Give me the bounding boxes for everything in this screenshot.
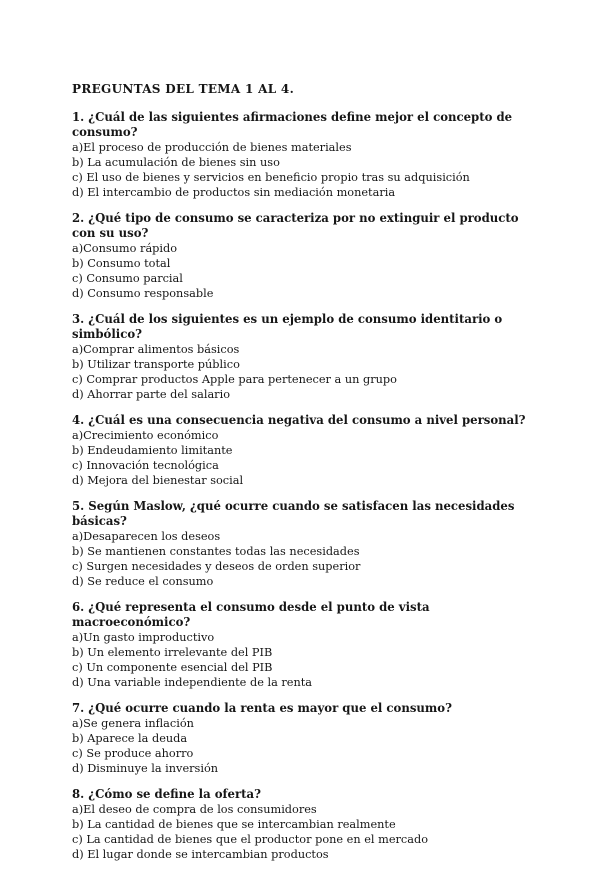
question-option: a)El proceso de producción de bienes materiales: [72, 141, 352, 154]
question-heading: 6. ¿Qué representa el consumo desde el punto de vista macroeconómico?: [72, 600, 430, 629]
question-7: [72, 701, 534, 776]
question-8: [72, 787, 534, 862]
question-option: b) La cantidad de bienes que se intercambian realmente: [72, 818, 396, 831]
question-5: [72, 499, 534, 589]
question-option: a)Se genera inflación: [72, 717, 194, 730]
question-option: a)Comprar alimentos básicos: [72, 343, 240, 356]
question-option: d) El lugar donde se intercambian productos: [72, 848, 329, 861]
question-option: c) Surgen necesidades y deseos de orden superior: [72, 560, 361, 573]
question-1: [72, 110, 534, 200]
question-heading: 8. ¿Cómo se define la oferta?: [72, 787, 261, 801]
question-option: d) Se reduce el consumo: [72, 575, 214, 588]
question-option: a)El deseo de compra de los consumidores: [72, 803, 317, 816]
question-option: b) Un elemento irrelevante del PIB: [72, 646, 273, 659]
question-option: b) Aparece la deuda: [72, 732, 188, 745]
page-title: PREGUNTAS DEL TEMA 1 AL 4.: [72, 82, 295, 96]
question-option: c) El uso de bienes y servicios en beneficio propio tras su adquisición: [72, 171, 470, 184]
question-option: c) La cantidad de bienes que el productor pone en el mercado: [72, 833, 429, 846]
question-option: b) Endeudamiento limitante: [72, 444, 233, 457]
question-option: c) Se produce ahorro: [72, 747, 194, 760]
question-heading: 7. ¿Qué ocurre cuando la renta es mayor que el consumo?: [72, 701, 452, 715]
question-option: d) Ahorrar parte del salario: [72, 388, 230, 401]
question-heading: 1. ¿Cuál de las siguientes afirmaciones define mejor el concepto de consumo?: [72, 110, 513, 139]
question-option: a)Consumo rápido: [72, 242, 178, 255]
question-option: d) Una variable independiente de la renta: [72, 676, 313, 689]
question-option: c) Comprar productos Apple para pertenecer a un grupo: [72, 373, 397, 386]
question-4: [72, 413, 534, 488]
question-heading: 5. Según Maslow, ¿qué ocurre cuando se satisfacen las necesidades básicas?: [72, 499, 515, 528]
question-option: d) Consumo responsable: [72, 287, 214, 300]
question-heading: 2. ¿Qué tipo de consumo se caracteriza por no extinguir el producto con su uso?: [72, 211, 519, 240]
question-option: b) Se mantienen constantes todas las necesidades: [72, 545, 360, 558]
question-option: a)Un gasto improductivo: [72, 631, 215, 644]
question-option: d) Disminuye la inversión: [72, 762, 219, 775]
question-3: [72, 312, 534, 402]
question-6: [72, 600, 534, 690]
question-option: a)Desaparecen los deseos: [72, 530, 221, 543]
question-2: [72, 211, 534, 301]
question-option: a)Crecimiento económico: [72, 429, 219, 442]
question-option: b) Consumo total: [72, 257, 171, 270]
question-option: d) Mejora del bienestar social: [72, 474, 244, 487]
question-option: b) La acumulación de bienes sin uso: [72, 156, 280, 169]
document-content: [72, 82, 534, 873]
question-heading: 4. ¿Cuál es una consecuencia negativa del consumo a nivel personal?: [72, 413, 526, 427]
question-option: c) Un componente esencial del PIB: [72, 661, 273, 674]
question-option: c) Consumo parcial: [72, 272, 183, 285]
question-option: c) Innovación tecnológica: [72, 459, 219, 472]
question-option: d) El intercambio de productos sin mediación monetaria: [72, 186, 396, 199]
question-option: b) Utilizar transporte público: [72, 358, 240, 371]
question-heading: 3. ¿Cuál de los siguientes es un ejemplo de consumo identitario o simbólico?: [72, 312, 503, 341]
